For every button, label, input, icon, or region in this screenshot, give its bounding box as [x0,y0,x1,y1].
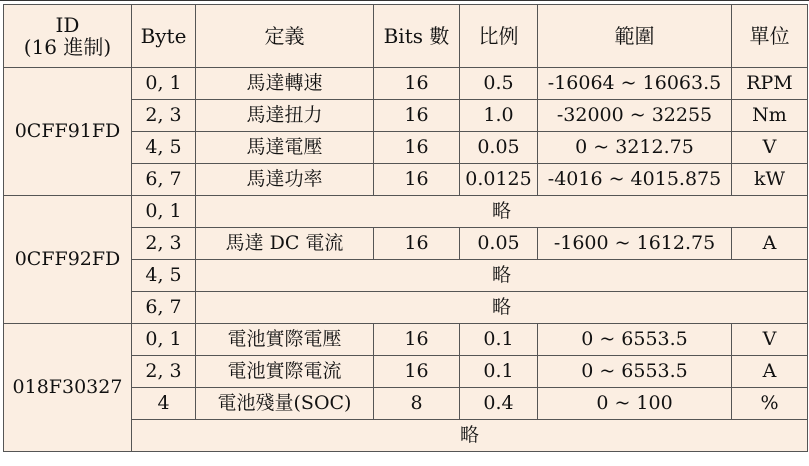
header-unit: 單位 [732,5,808,68]
unit-cell: % [732,388,808,420]
byte-cell: 4, 5 [132,260,196,292]
bits-cell: 16 [374,164,460,196]
unit-cell: V [732,132,808,164]
omitted-cell: 略 [196,292,808,324]
range-cell: 0 ~ 6553.5 [538,324,732,356]
definition-cell: 電池實際電壓 [196,324,374,356]
group-id-cell: 018F30327 [4,324,132,452]
byte-cell: 4, 5 [132,132,196,164]
header-id-line1: ID [55,13,80,37]
table-row [4,324,808,356]
bits-cell: 16 [374,228,460,260]
ratio-cell: 0.5 [460,68,538,100]
table-row [4,68,808,100]
unit-cell: kW [732,164,808,196]
range-cell: 0 ~ 6553.5 [538,356,732,388]
byte-cell: 0, 1 [132,68,196,100]
omitted-cell: 略 [196,260,808,292]
byte-cell: 0, 1 [132,324,196,356]
range-cell: -1600 ~ 1612.75 [538,228,732,260]
range-cell: -32000 ~ 32255 [538,100,732,132]
group-id-cell: 0CFF91FD [4,68,132,196]
bits-cell: 8 [374,388,460,420]
bits-cell: 16 [374,324,460,356]
ratio-cell: 0.4 [460,388,538,420]
definition-cell: 電池殘量(SOC) [196,388,374,420]
definition-cell: 電池實際電流 [196,356,374,388]
ratio-cell: 0.05 [460,132,538,164]
ratio-cell: 1.0 [460,100,538,132]
range-cell: -16064 ~ 16063.5 [538,68,732,100]
unit-cell: Nm [732,100,808,132]
byte-cell: 6, 7 [132,292,196,324]
range-cell: 0 ~ 100 [538,388,732,420]
unit-cell: A [732,356,808,388]
bits-cell: 16 [374,356,460,388]
byte-cell: 2, 3 [132,228,196,260]
header-id-line2: (16 進制) [23,35,112,59]
byte-cell: 6, 7 [132,164,196,196]
ratio-cell: 0.1 [460,324,538,356]
can-signal-table [3,4,808,452]
header-id [4,5,132,68]
definition-cell: 馬達 DC 電流 [196,228,374,260]
ratio-cell: 0.0125 [460,164,538,196]
range-cell: 0 ~ 3212.75 [538,132,732,164]
header-range: 範圍 [538,5,732,68]
header-bits: Bits 數 [374,5,460,68]
table-row [4,196,808,228]
bits-cell: 16 [374,68,460,100]
definition-cell: 馬達電壓 [196,132,374,164]
header-byte: Byte [132,5,196,68]
definition-cell: 馬達功率 [196,164,374,196]
byte-cell: 4 [132,388,196,420]
bits-cell: 16 [374,132,460,164]
unit-cell: V [732,324,808,356]
unit-cell: A [732,228,808,260]
ratio-cell: 0.05 [460,228,538,260]
header-ratio: 比例 [460,5,538,68]
omitted-cell: 略 [196,196,808,228]
page-top-rule [0,0,809,1]
bits-cell: 16 [374,100,460,132]
byte-cell: 0, 1 [132,196,196,228]
header-definition: 定義 [196,5,374,68]
unit-cell: RPM [732,68,808,100]
definition-cell: 馬達扭力 [196,100,374,132]
definition-cell: 馬達轉速 [196,68,374,100]
group-id-cell: 0CFF92FD [4,196,132,324]
ratio-cell: 0.1 [460,356,538,388]
byte-cell: 2, 3 [132,356,196,388]
range-cell: -4016 ~ 4015.875 [538,164,732,196]
omitted-cell: 略 [132,420,808,452]
header-row [4,5,808,68]
byte-cell: 2, 3 [132,100,196,132]
